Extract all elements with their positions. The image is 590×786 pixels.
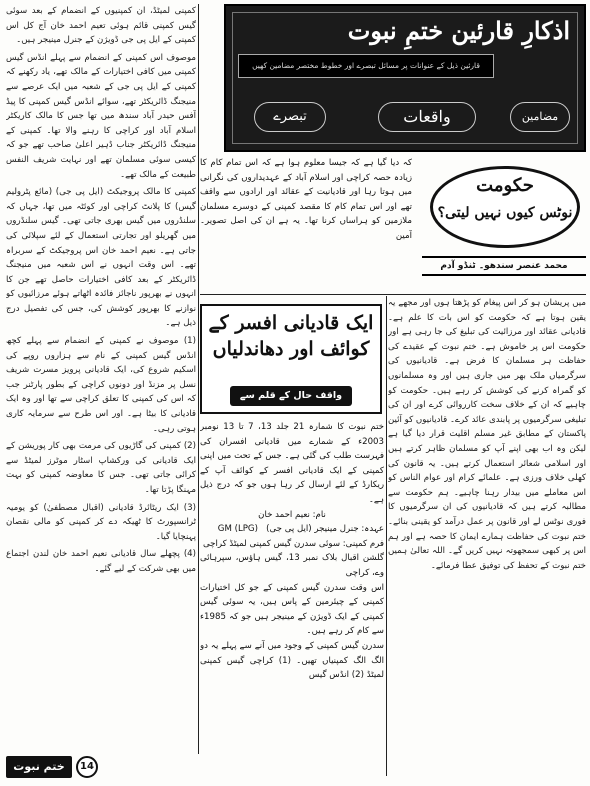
headline-title — [206, 310, 376, 362]
section-masthead — [224, 4, 586, 152]
mid-lower-paragraph-1: ختم نبوت کا شمارہ 21 جلد 13، 7 تا 13 نومبر 2003ء کے شمارے میں قادیانی افسران کی فہرست طلب کی گئی ہے۔ جس کے تحت میں اپنی کمپنی کے ایک قادیانی افسر کے کوائف آپ کے ریکارڈ کے لئے ارسال کر رہا ہوں جو کہ درج ذیل ہے۔ — [200, 422, 384, 505]
employee-address: گلشن اقبال بلاک نمبر 13، گیس ہاؤس، سپرہائی وے، کراچی — [200, 553, 384, 578]
column-divider-right — [386, 296, 387, 776]
left-paragraph-5: (2) کمپنی کی گاڑیوں کی مرمت بھی کار پوریشن کے ایک قادیانی کی ورکشاپ اسٹار موٹرز لمیٹڈ سے کرائی جاتی تھی۔ جس کا معاوضہ کمپنی کو بہت مہنگا پڑتا تھا۔ — [6, 441, 196, 495]
category-events: واقعات — [378, 102, 476, 132]
employee-designation: عہدہ: جنرل مینیجر (ایل پی جی) — [266, 524, 384, 535]
masthead-category-row — [236, 102, 574, 136]
category-comments: تبصرے — [254, 102, 326, 132]
footer-logo: ختم نبوت — [6, 756, 72, 778]
left-paragraph-4: (1) موصوف نے کمپنی کے انضمام سے پہلے کچھ انڈس گیس کمپنی کے نام سے ہزاروں روپے کی اسکیم شروع کی، ایک قادیانی پرویز مسرت شریف نسل پر مزنڈ اور دونوں کراچی کے بطور پارٹنر جب کہ اس کی کمپنی کا تعلق کراچی سے تھا اور وہ ایک قادیانی کا بیٹا ہے۔ اور اس طرح سے سرمایہ کاری ہوتی رہی۔ — [6, 336, 196, 434]
mid-lower-article-column — [200, 420, 384, 776]
right-bottom-text: میں پریشان ہو کر اس پیغام کو پڑھتا ہوں اور مجھے یہ یقین ہوتا ہے کہ حکومت کو اس بات کا علم ہے۔ قادیانی عقائد اور مرزائیت کی تبلیغ کی جا رہی ہے اور حکومت اس پر خاموش ہے۔ ختم نبوت کے عقیدے کی حفاظت ہر مسلمان کا فرض ہے۔ قادیانیوں کی سرگرمیاں ملک بھر میں جاری ہیں اور وہ مسلمانوں کو گمراہ کرنے کی کوشش کر رہے ہیں۔ حکومت کو چاہیے کہ ان کے خلاف سخت کارروائی کرے اور ان کی تبلیغی سرگرمیوں پر پابندی عائد کرے۔ قادیانیوں کو آئین پاکستان کے مطابق غیر مسلم اقلیت قرار دیا گیا ہے لیکن وہ اب بھی اپنے آپ کو مسلمان ظاہر کرتے ہیں اور اسلامی شعائر استعمال کرتے ہیں۔ یہ قانون کی کھلی خلاف ورزی ہے۔ علمائے کرام اور عوام الناس کو اس معاملے میں بیدار رہنا چاہیے۔ ہم حکومت سے مطالبہ کرتے ہیں کہ قادیانیوں کی ان سرگرمیوں کا فوری نوٹس لے اور قانون پر عمل درآمد کو یقینی بنائے۔ ختم نبوت کی حفاظت ہمارے ایمان کا حصہ ہے اور ہم اس پر کبھی سمجھوتہ نہیں کریں گے۔ اللہ تعالیٰ ہمیں ختم نبوت کے تحفظ کی توفیق عطا فرمائے۔ — [388, 298, 586, 571]
horizontal-divider — [200, 294, 586, 295]
government-title-oval — [430, 166, 580, 248]
employee-designation-row — [200, 522, 384, 537]
mid-lower-paragraph-3: سدرن گیس کمپنی کے وجود میں آنے سے پہلے یہ دو الگ الگ کمپنیاں تھیں۔ (1) کراچی گیس کمپنی لمیٹڈ (2) انڈس گیس — [200, 640, 384, 681]
employee-designation-code: GM (LPG) — [217, 524, 258, 535]
government-title: حکومت — [476, 175, 534, 196]
category-articles: مضامین — [510, 102, 570, 132]
headline-title-line-2: کوائف اور دھاندلیاں — [212, 338, 370, 360]
right-bottom-article-column — [388, 296, 586, 776]
mid-top-text: کہ دیا گیا ہے کہ جیسا معلوم ہوا ہے کہ اس تمام کام کا زیادہ حصہ کراچی اور اسلام آباد کے عہدیداروں کی نگرانی میں ہوتا رہا اور قادیانیت کے عقائد اور ارادوں سے واقف تھے اور اس تمام کام کا مقصد کمپنی کے دوسرے مسلمان ملازمین کو ہراساں کرنا تھا۔ یہ ہے ان کی اصل تصویر۔ آمین — [200, 158, 412, 241]
government-subtitle: نوٹس کیوں نہیں لیتی؟ — [437, 205, 573, 221]
left-paragraph-1: کمپنی لمیٹڈ، ان کمپنیوں کے انضمام کے بعد سوئی گیس کمپنی قائم ہوئی تعیم احمد خان آج کل اس کمپنی کے ایل پی جی ڈویژن کے جنرل مینیجر ہیں۔ — [6, 6, 196, 46]
left-paragraph-3: کمپنی کا مالک پروجیکٹ (ایل پی جی) (مائع پٹرولیم گیس) کا پلانٹ کراچی اور کوئٹہ میں تھا، جہاں کہ سلنڈروں میں گیس بھری جاتی تھی۔ گیس سلنڈروں میں گھریلو اور تجارتی استعمال کے لئے سپلائی کی جاتی ہے۔ نعیم احمد خان اس پروجیکٹ کے سربراہ تھے۔ اس وقت انہوں نے اس شعبہ میں منیجنگ ڈائریکٹر کے بعد کافی اختیارات حاصل تھے جن کا انہوں نے بھرپور ناجائز فائدہ اٹھاتے ہوئے مرزائیوں کو نوازنے کا بھرپور کوشش کی، جس کی تفصیل درج ذیل ہے۔ — [6, 187, 196, 329]
left-article-column — [6, 4, 196, 750]
page-number: 14 — [76, 756, 98, 778]
government-byline: محمد عنصر سندھو۔ ٹنڈو آدم — [422, 256, 586, 276]
headline-byline: واقف حال کے قلم سے — [230, 386, 352, 406]
masthead-subtitle: قارئین ذیل کے عنوانات پر مسائل تبصرے اور خطوط مختصر مضامین کھیں — [238, 54, 494, 78]
employee-company: فرم کمپنی: سوئی سدرن گیس کمپنی لمیٹڈ کراچی — [203, 538, 384, 549]
mid-top-article-column — [200, 156, 412, 276]
left-paragraph-7: (4) پچھلے سال قادیانی نعیم احمد خان لندن اجتماع میں بھی شرکت کے لیے گئے۔ — [6, 549, 196, 574]
headline-box — [200, 304, 382, 414]
headline-title-line-1: ایک قادیانی افسر کے — [208, 312, 374, 334]
government-notice-box — [418, 164, 586, 290]
left-paragraph-2: موصوف اس کمپنی کے انضمام سے پہلے انڈس گیس کمپنی میں کافی اختیارات کے مالک تھے، یاد رکھنے کہ کمپنی کے ایل پی جی کے شعبہ میں ایک عرصے سے منیجنگ ڈائریکٹر تھے، سوائے انڈس گیس کمپنی کا پیڈ آفس حیدر آباد سندھ میں تھا جس کا مالک کاریکٹر اسلام آباد اور کراچی کا رہنے والا تھا۔ کمپنی کے منیجنگ ڈائریکٹر جناب ڈہیر اعلیٰ صاحب تھے جو کہ کیسی سوئی مسلمان تھے اور نہایت شریف النفس طبیعت کے مالک تھے۔ — [6, 52, 196, 180]
left-paragraph-6: (3) ایک ریٹائرڈ قادیانی (اقبال مصطفیٰ) کو یومیہ ٹرانسپورٹ کا ٹھیکہ دے کر کمپنی کو مالی نقصان پہنچایا گیا۔ — [6, 502, 196, 542]
masthead-title: اذکارِ قارئین ختمِ نبوت — [347, 16, 570, 45]
column-divider-left — [198, 4, 199, 754]
mid-lower-paragraph-2: اس وقت سدرن گیس کمپنی کے جو کل اختیارات کمپنی کے چیئرمین کے پاس ہیں، یہ سوئی گیس کمپنی کے ایک ڈویژن کے مینیجر ہیں جو کہ 1985ء سے کام کر رہے ہیں۔ — [200, 582, 384, 637]
employee-name: نام: نعیم احمد خان — [258, 509, 326, 520]
